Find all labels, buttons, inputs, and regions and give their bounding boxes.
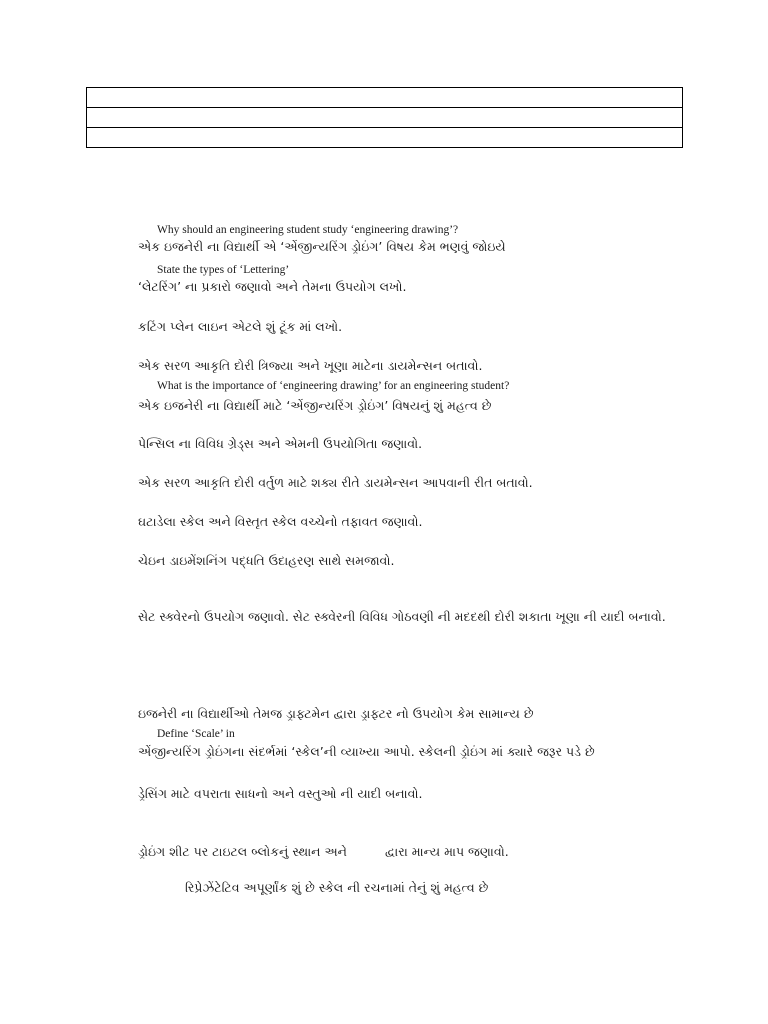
question-9-gujarati: ચેઇન ડાઇમેંશનિંગ પદ્ધતિ ઉદાહરણ સાથે સમજાવો. — [138, 553, 395, 568]
question-3-gujarati: કટિંગ પ્લેન લાઇન એટલે શું ટૂંક માં લખો. — [138, 319, 343, 334]
question-10-gujarati: સેટ સ્ક્વેરનો ઉપયોગ જણાવો. સેટ સ્ક્વેરની વિવિધ ગોઠવણી ની મદદથી દોરી શકાતા ખૂણા ની યાદી બનાવો. — [138, 609, 666, 624]
question-4-gujarati: એક સરળ આકૃતિ દોરી ત્રિજ્યા અને ખૂણા માટેના ડાયમેન્સન બતાવો. — [138, 358, 483, 373]
question-14-gujarati-part-b: દ્વારા માન્ય માપ જણાવો. — [385, 844, 509, 859]
question-5-gujarati: એક ઇજનેરી ના વિદ્યાર્થી માટે ‘એંજીન્યરિંગ ડ્રોઇંગ’ વિષયનું શું મહત્વ છે — [138, 398, 492, 413]
question-6-gujarati: પેન્સિલ ના વિવિધ ગ્રેડ્સ અને એમની ઉપયોગિતા જણાવો. — [138, 436, 423, 451]
header-row — [87, 88, 683, 108]
header-cell — [87, 108, 683, 128]
question-12-gujarati: એંજીન્યરિંગ ડ્રોઇંગના સંદર્ભમાં ‘સ્કેલ’ની વ્યાખ્યા આપો. સ્કેલની ડ્રોઇંગ માં ક્યારે જરૂર પડે છે — [138, 744, 595, 759]
question-2-english: State the types of ‘Lettering’ — [157, 264, 290, 276]
question-1-gujarati: એક ઇજનેરી ના વિદ્યાર્થી એ ‘એંજીન્યરિંગ ડ્રોઇંગ’ વિષય કેમ ભણવું જોઇયે — [138, 239, 506, 254]
header-cell — [87, 128, 683, 148]
header-table — [86, 87, 683, 148]
question-2-gujarati: ‘લેટરિંગ’ ના પ્રકારો જણાવો અને તેમના ઉપયોગ લખો. — [138, 279, 407, 294]
question-1-english: Why should an engineering student study ‘engineering drawing’? — [157, 224, 459, 236]
question-8-gujarati: ઘટાડેલા સ્કેલ અને વિસ્તૃત સ્કેલ વચ્ચેનો તફાવત જણાવો. — [138, 514, 423, 529]
question-12-english: Define ‘Scale’ in — [157, 728, 235, 740]
header-row — [87, 128, 683, 148]
header-row — [87, 108, 683, 128]
question-7-gujarati: એક સરળ આકૃતિ દોરી વર્તુળ માટે શક્ય રીતે ડાયમેન્સન આપવાની રીત બતાવો. — [138, 475, 533, 490]
question-5-english: What is the importance of ‘engineering drawing’ for an engineering student? — [157, 380, 510, 392]
question-13-gujarati: ડ્રેસિંગ માટે વપરાતા સાધનો અને વસ્તુઓ ની યાદી બનાવો. — [138, 786, 423, 801]
question-14-gujarati-part-a: ડ્રોઇંગ શીટ પર ટાઇટલ બ્લોકનું સ્થાન અને — [138, 844, 347, 859]
header-cell — [87, 88, 683, 108]
question-11-gujarati: ઇજનેરી ના વિદ્યાર્થીઓ તેમજ ડ્રાફ્ટમેન દ્વારા ડ્રાફ્ટર નો ઉપયોગ કેમ સામાન્ય છે — [138, 706, 534, 721]
question-15-gujarati: રિપ્રેઝેંટેટિવ અપૂર્ણાંક શું છે સ્કેલ ની રચનામાં તેનું શું મહત્વ છે — [185, 880, 489, 895]
